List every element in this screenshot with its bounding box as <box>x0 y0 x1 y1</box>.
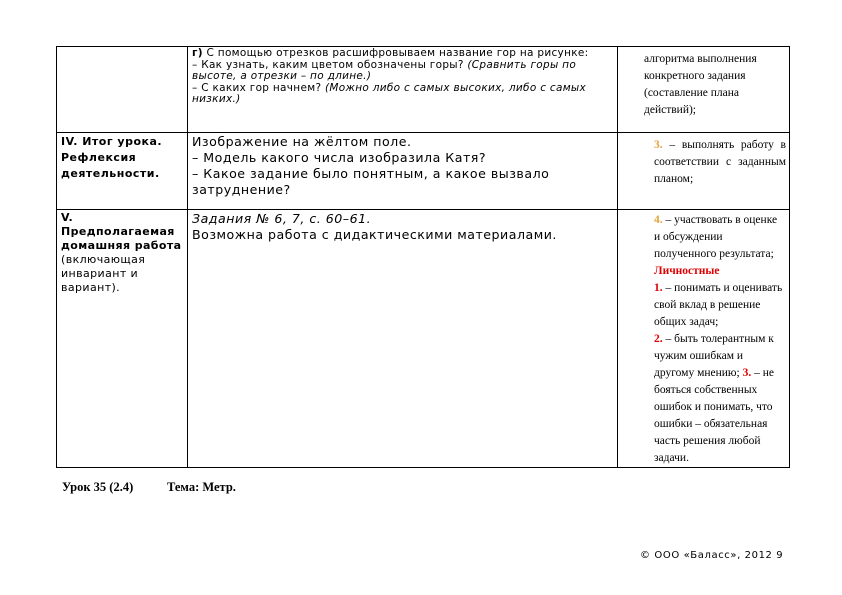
stage-cell <box>57 210 188 468</box>
uud-text: – выполнять работу в соответствии с заданным планом; <box>654 139 786 185</box>
uud-cell <box>618 133 790 210</box>
lesson-number: Урок 35 (2.4) <box>62 480 134 494</box>
lesson-table <box>56 46 790 468</box>
question-text: – С каких гор начнем? <box>192 81 325 94</box>
answer-text: (Сравнить горы по высоте, а отрезки – по длине.) <box>192 58 577 82</box>
uud-text: – не бояться собственных ошибок и понимать, что ошибки – обязательная часть решения любой задачи. <box>654 367 774 464</box>
uud-text: – понимать и оценивать свой вклад в решение общих задач; <box>654 282 783 328</box>
activity-line: Изображение на жёлтом поле. <box>192 134 412 149</box>
uud-number: 2. <box>654 333 663 345</box>
uud-number: 1. <box>654 282 663 294</box>
stage-title: IV. Итог урока. Рефлексия деятельности. <box>61 135 163 180</box>
copyright-footer: © ООО «Баласс», 2012 9 <box>640 550 784 561</box>
table-row <box>57 47 790 133</box>
uud-text: алгоритма выполнения конкретного задания (составление плана действий); <box>644 53 757 116</box>
stage-note: (включающая инвариант и вариант). <box>61 253 146 294</box>
stage-title: V. Предполагаемая домашняя работа <box>61 211 182 252</box>
stage-cell <box>57 133 188 210</box>
activity-text: С помощью отрезков расшифровываем название гор на рисунке: <box>202 47 589 59</box>
activity-line: – Модель какого числа изобразила Катя? <box>192 150 487 165</box>
activity-cell <box>188 47 618 133</box>
uud-number: 4. <box>654 214 663 226</box>
question-text: – Как узнать, каким цветом обозначены горы? <box>192 58 468 71</box>
uud-number: 3. <box>742 367 752 379</box>
homework-assignment: Задания № 6, 7, с. 60–61. <box>192 211 372 226</box>
table-row <box>57 133 790 210</box>
lesson-theme: Тема: Метр. <box>167 480 236 494</box>
uud-text: – участвовать в оценке и обсуждении полученного результата; <box>654 214 778 260</box>
homework-note: Возможна работа с дидактическими материалами. <box>192 227 557 242</box>
uud-cell <box>618 47 790 133</box>
activity-cell <box>188 210 618 468</box>
activity-line: – Какое задание было понятным, а какое вызвало затруднение? <box>192 166 550 197</box>
item-marker: г) <box>192 47 203 59</box>
uud-heading: Личностные <box>654 265 720 277</box>
stage-cell <box>57 47 188 133</box>
uud-number: 3. <box>654 139 663 151</box>
uud-cell <box>618 210 790 468</box>
uud-text: – быть толерантным к чужим ошибкам и другому мнению; <box>654 333 774 379</box>
table-row <box>57 210 790 468</box>
answer-text: (Можно либо с самых высоких, либо с самых низких.) <box>192 81 587 105</box>
activity-cell <box>188 133 618 210</box>
